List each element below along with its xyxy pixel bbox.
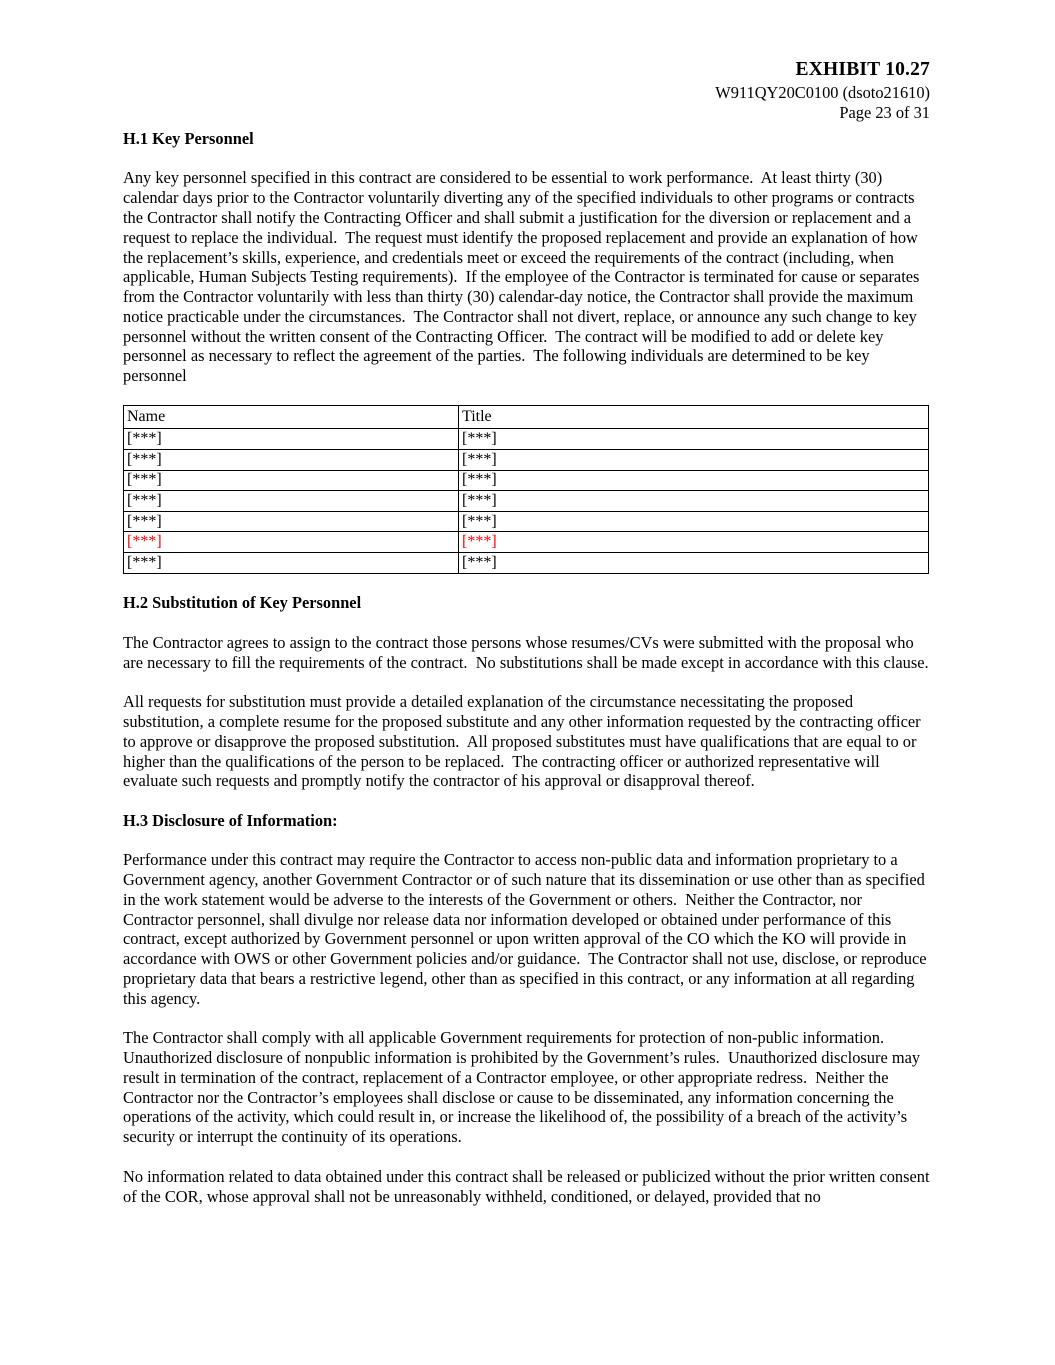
table-header-name: Name	[124, 406, 459, 429]
section-h3-heading: H.3 Disclosure of Information:	[123, 810, 338, 830]
table-row	[124, 470, 929, 491]
section-h3-paragraph: No information related to data obtained under this contract shall be released or publicized without the prior written consent of the COR, whose approval shall not be unreasonably withheld, conditioned, or delayed, provided that no	[123, 1166, 934, 1206]
table-cell: [***]	[459, 429, 929, 450]
section-h3-paragraph: The Contractor shall comply with all applicable Government requirements for protection of non-public information. Unauthorized disclosure of nonpublic information is prohibited by the Government’s rules. Unauthorized disclosure may result in termination of the contract, replacement of a Contractor employee, or other appropriate redress. Neither the Contractor nor the Contractor’s employees shall disclose or cause to be disseminated, any information concerning the operations of the activity, which could result in, or increase the likelihood of, the possibility of a breach of the activity’s security or interrupt the continuity of its operations.	[123, 1028, 925, 1147]
section-h1-heading: H.1 Key Personnel	[123, 128, 254, 148]
table-row	[124, 429, 929, 450]
key-personnel-table	[123, 405, 929, 573]
table-cell: [***]	[459, 532, 929, 553]
section-h3-paragraph: Performance under this contract may require the Contractor to access non-public data and information proprietary to a Government agency, another Government Contractor or of such nature that its dissemination or use other than as specified in the work statement would be adverse to the interests of the Government or others. Neither the Contractor, nor Contractor personnel, shall divulge nor release data nor information developed or obtained under performance of this contract, except authorized by Government personnel or upon written approval of the CO which the KO will provide in accordance with OWS or other Government policies and/or guidance. The Contractor shall not use, disclose, or reproduce proprietary data that bears a restrictive legend, other than as specified in this contract, or any information at all regarding this agency.	[123, 850, 931, 1008]
page-number: Page 23 of 31	[839, 103, 930, 123]
table-cell: [***]	[124, 449, 459, 470]
table-cell: [***]	[124, 511, 459, 532]
section-h1-paragraph: Any key personnel specified in this contract are considered to be essential to work performance. At least thirty (30) calendar days prior to the Contractor voluntarily diverting any of the specified individuals to other programs or contracts the Contractor shall notify the Contracting Officer and shall submit a justification for the diversion or replacement and a request to replace the individual. The request must identify the proposed replacement and provide an explanation of how the replacement’s skills, experience, and credentials meet or exceed the requirements of the contract (including, when applicable, Human Subjects Testing requirements). If the employee of the Contractor is terminated for cause or separates from the Contractor voluntarily with less than thirty (30) calendar-day notice, the Contractor shall provide the maximum notice practicable under the circumstances. The Contractor shall not divert, replace, or announce any such change to key personnel without the written consent of the Contracting Officer. The contract will be modified to add or delete key personnel as necessary to reflect the agreement of the parties. The following individuals are determined to be key personnel	[123, 168, 924, 386]
section-h2-paragraph: The Contractor agrees to assign to the contract those persons whose resumes/CVs were submitted with the proposal who are necessary to fill the requirements of the contract. No substitutions shall be made except in accordance with this clause.	[123, 632, 929, 672]
section-h2-paragraph: All requests for substitution must provide a detailed explanation of the circumstance necessitating the proposed substitution, a complete resume for the proposed substitute and any other information requested by the contracting officer to approve or disapprove the proposed substitution. All proposed substitutes must have qualifications that are equal to or higher than the qualifications of the person to be replaced. The contracting officer or authorized representative will evaluate such requests and promptly notify the contractor of his approval or disapproval thereof.	[123, 692, 925, 791]
table-header-title: Title	[459, 406, 929, 429]
table-cell: [***]	[124, 552, 459, 573]
table-row	[124, 491, 929, 512]
table-row	[124, 511, 929, 532]
exhibit-title: EXHIBIT 10.27	[795, 59, 930, 80]
table-row	[124, 552, 929, 573]
table-cell: [***]	[124, 470, 459, 491]
table-header-row	[124, 406, 929, 429]
table-cell: [***]	[459, 449, 929, 470]
table-cell: [***]	[124, 429, 459, 450]
table-cell: [***]	[459, 470, 929, 491]
table-cell: [***]	[124, 532, 459, 553]
contract-number: W911QY20C0100 (dsoto21610)	[715, 82, 930, 102]
table-cell: [***]	[459, 511, 929, 532]
section-h2-heading: H.2 Substitution of Key Personnel	[123, 593, 362, 613]
table-cell: [***]	[459, 552, 929, 573]
document-header	[123, 58, 930, 124]
table-cell: [***]	[124, 491, 459, 512]
table-row	[124, 449, 929, 470]
table-cell: [***]	[459, 491, 929, 512]
table-row	[124, 532, 929, 553]
